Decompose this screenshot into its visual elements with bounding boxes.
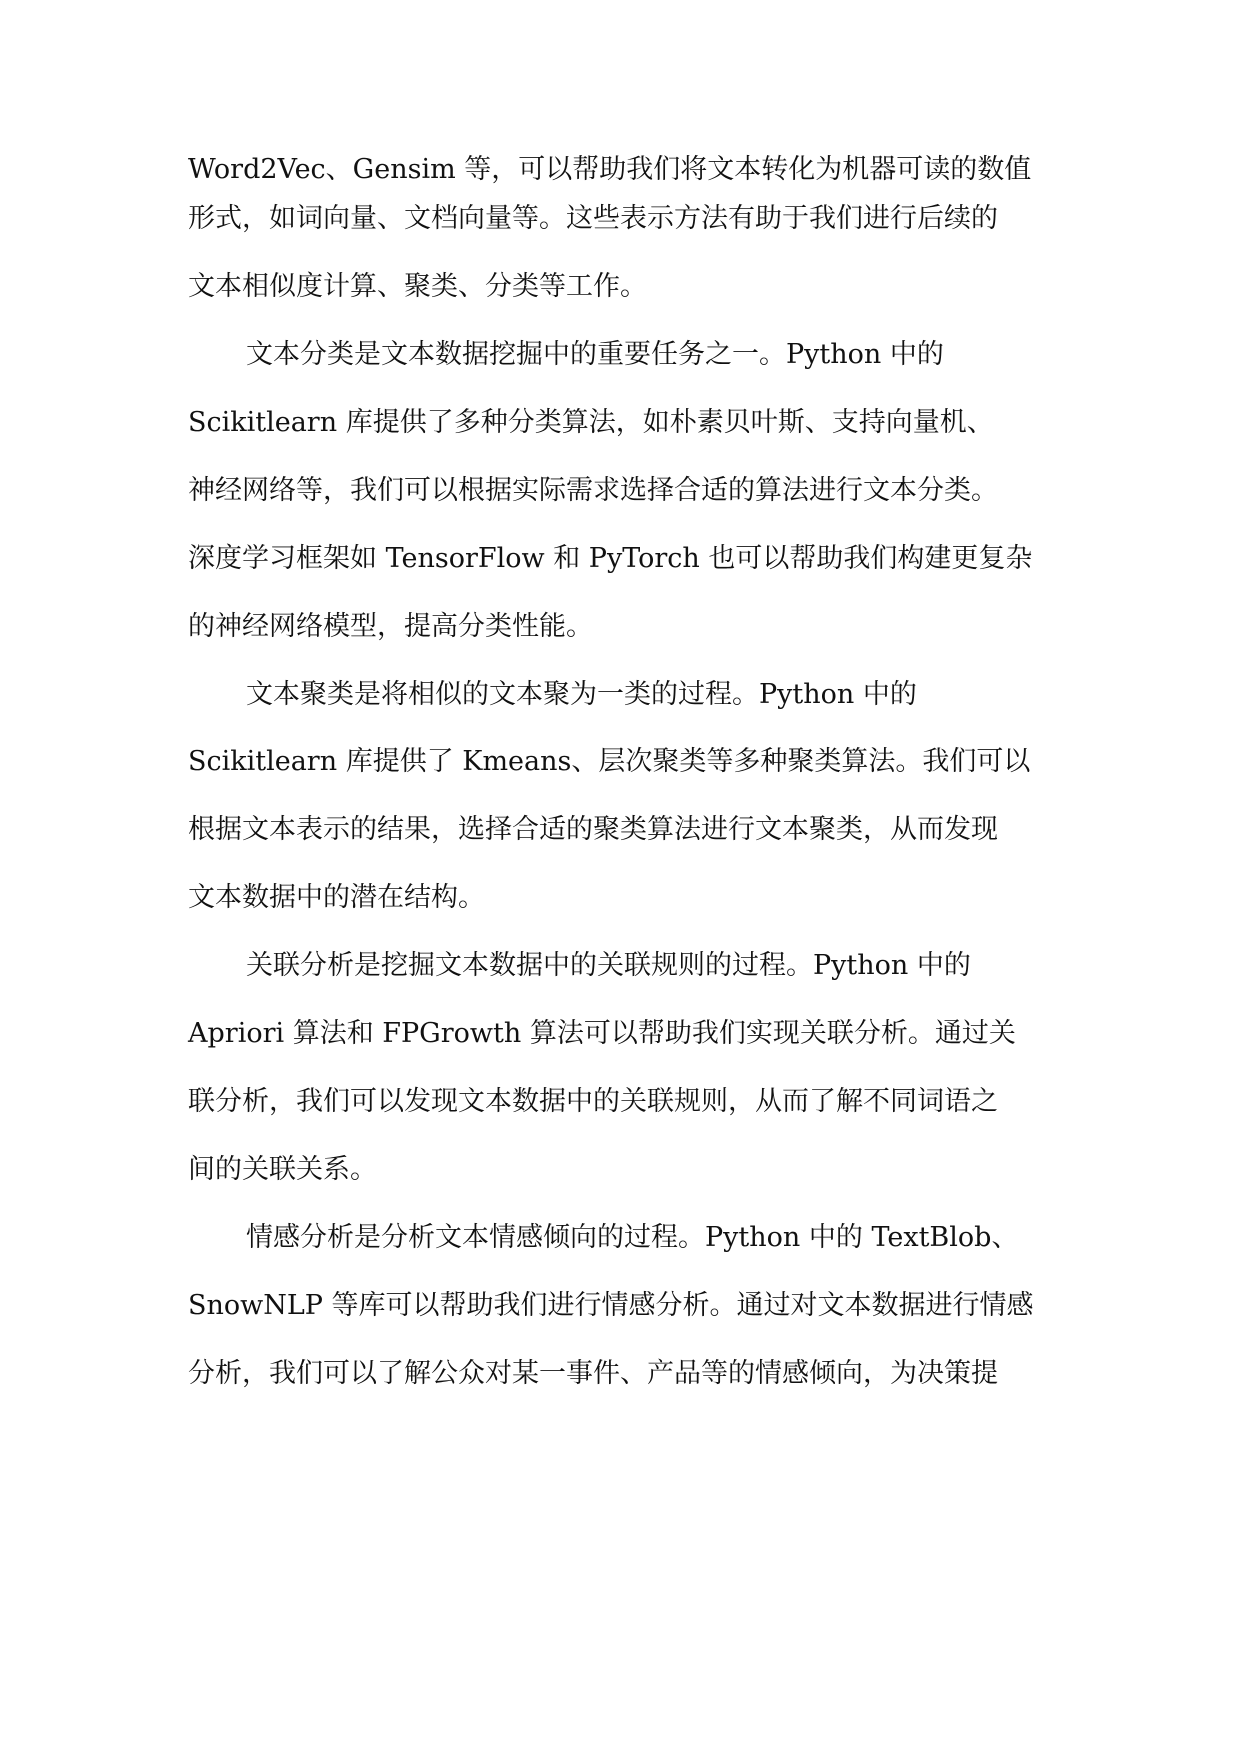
text-line: Apriori 算法和 FPGrowth 算法可以帮助我们实现关联分析。通过关	[188, 1018, 1016, 1049]
text-line: 文本相似度计算、聚类、分类等工作。	[188, 271, 647, 302]
text-line: Word2Vec、Gensim 等，可以帮助我们将文本转化为机器可读的数值	[188, 154, 1032, 185]
text-line: 文本数据中的潜在结构。	[188, 882, 485, 913]
text-line: 的神经网络模型，提高分类性能。	[188, 611, 593, 642]
text-line: Scikitlearn 库提供了多种分类算法，如朴素贝叶斯、支持向量机、	[188, 407, 994, 438]
text-line: 根据文本表示的结果，选择合适的聚类算法进行文本聚类，从而发现	[188, 814, 998, 845]
paragraph-first-line: 文本分类是文本数据挖掘中的重要任务之一。Python 中的	[246, 339, 944, 370]
text-line: 深度学习框架如 TensorFlow 和 PyTorch 也可以帮助我们构建更复杂	[188, 543, 1033, 574]
text-line: 间的关联关系。	[188, 1154, 377, 1185]
text-line: 分析，我们可以了解公众对某一事件、产品等的情感倾向，为决策提	[188, 1358, 998, 1389]
paragraph-first-line: 关联分析是挖掘文本数据中的关联规则的过程。Python 中的	[246, 950, 971, 981]
paragraph-first-line: 情感分析是分析文本情感倾向的过程。Python 中的 TextBlob、	[246, 1222, 1019, 1253]
text-line: 联分析，我们可以发现文本数据中的关联规则，从而了解不同词语之	[188, 1086, 998, 1117]
text-line: SnowNLP 等库可以帮助我们进行情感分析。通过对文本数据进行情感	[188, 1290, 1034, 1321]
text-line: 形式，如词向量、文档向量等。这些表示方法有助于我们进行后续的	[188, 203, 998, 234]
text-line: 神经网络等，我们可以根据实际需求选择合适的算法进行文本分类。	[188, 475, 998, 506]
text-line: Scikitlearn 库提供了 Kmeans、层次聚类等多种聚类算法。我们可以	[188, 746, 1031, 777]
paragraph-first-line: 文本聚类是将相似的文本聚为一类的过程。Python 中的	[246, 679, 917, 710]
